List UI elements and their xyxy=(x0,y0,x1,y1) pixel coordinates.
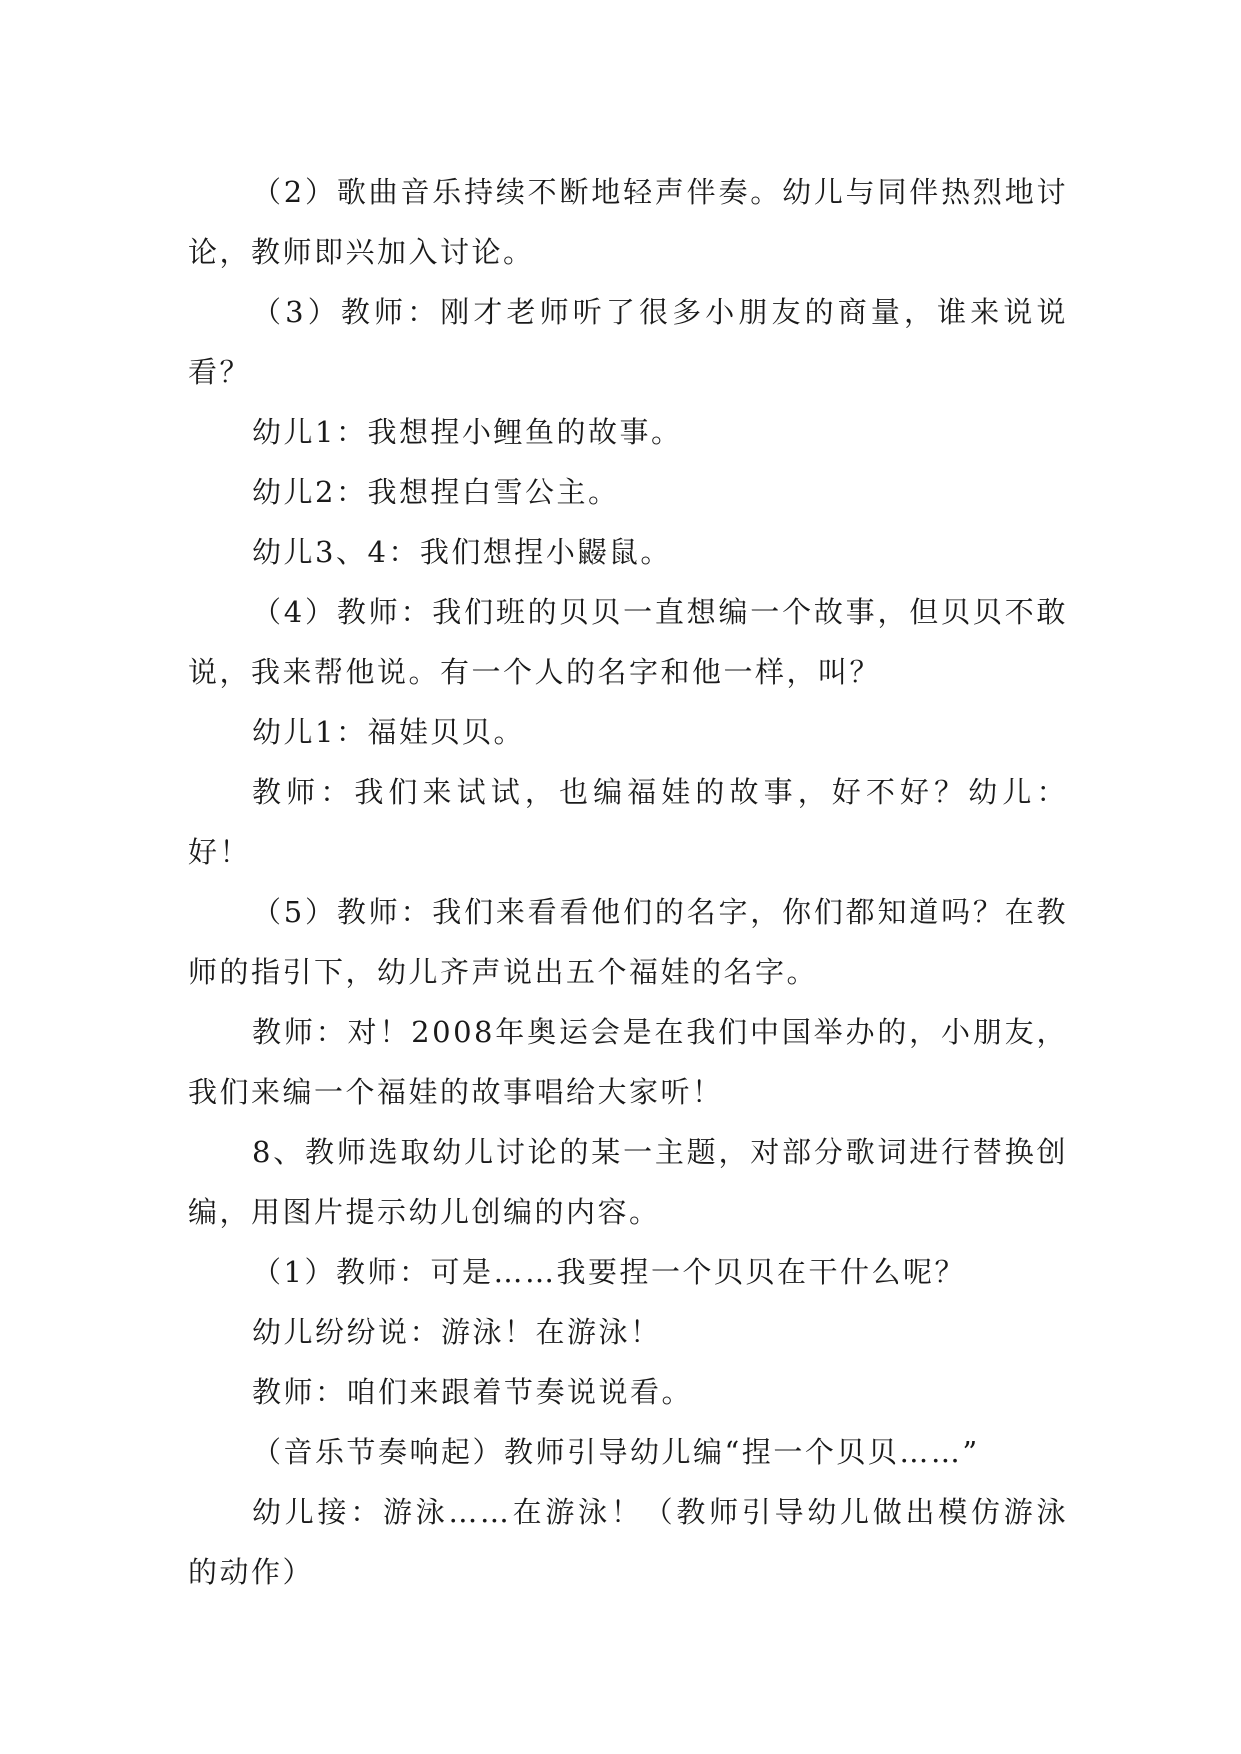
paragraph: （1）教师：可是……我要捏一个贝贝在干什么呢？ xyxy=(252,1255,966,1289)
paragraph: 幼儿1：福娃贝贝。 xyxy=(252,715,525,749)
paragraph: （音乐节奏响起）教师引导幼儿编“捏一个贝贝……” xyxy=(252,1435,980,1469)
paragraph: 幼儿纷纷说：游泳！在游泳！ xyxy=(252,1315,662,1349)
paragraph: 8、教师选取幼儿讨论的某一主题，对部分歌词进行替换创编，用图片提示幼儿创编的内容。 xyxy=(188,1135,1068,1229)
paragraph: （3）教师：刚才老师听了很多小朋友的商量，谁来说说看？ xyxy=(188,295,1068,389)
paragraph: 幼儿1：我想捏小鲤鱼的故事。 xyxy=(252,415,683,449)
paragraph: 教师：我们来试试，也编福娃的故事，好不好？幼儿：好！ xyxy=(188,775,1068,869)
document-body xyxy=(188,162,1068,1602)
paragraph: （2）歌曲音乐持续不断地轻声伴奏。幼儿与同伴热烈地讨论，教师即兴加入讨论。 xyxy=(188,175,1068,269)
paragraph: 幼儿接：游泳……在游泳！（教师引导幼儿做出模仿游泳的动作） xyxy=(188,1495,1068,1589)
paragraph: 幼儿2：我想捏白雪公主。 xyxy=(252,475,620,509)
paragraph: 教师：对！2008年奥运会是在我们中国举办的，小朋友，我们来编一个福娃的故事唱给大家听！ xyxy=(188,1015,1068,1109)
paragraph: （5）教师：我们来看看他们的名字，你们都知道吗？在教师的指引下，幼儿齐声说出五个福娃的名字。 xyxy=(188,895,1068,989)
paragraph: 教师：咱们来跟着节奏说说看。 xyxy=(252,1375,694,1409)
paragraph: 幼儿3、4：我们想捏小鼹鼠。 xyxy=(252,535,672,569)
paragraph: （4）教师：我们班的贝贝一直想编一个故事，但贝贝不敢说，我来帮他说。有一个人的名字和他一样，叫？ xyxy=(188,595,1068,689)
